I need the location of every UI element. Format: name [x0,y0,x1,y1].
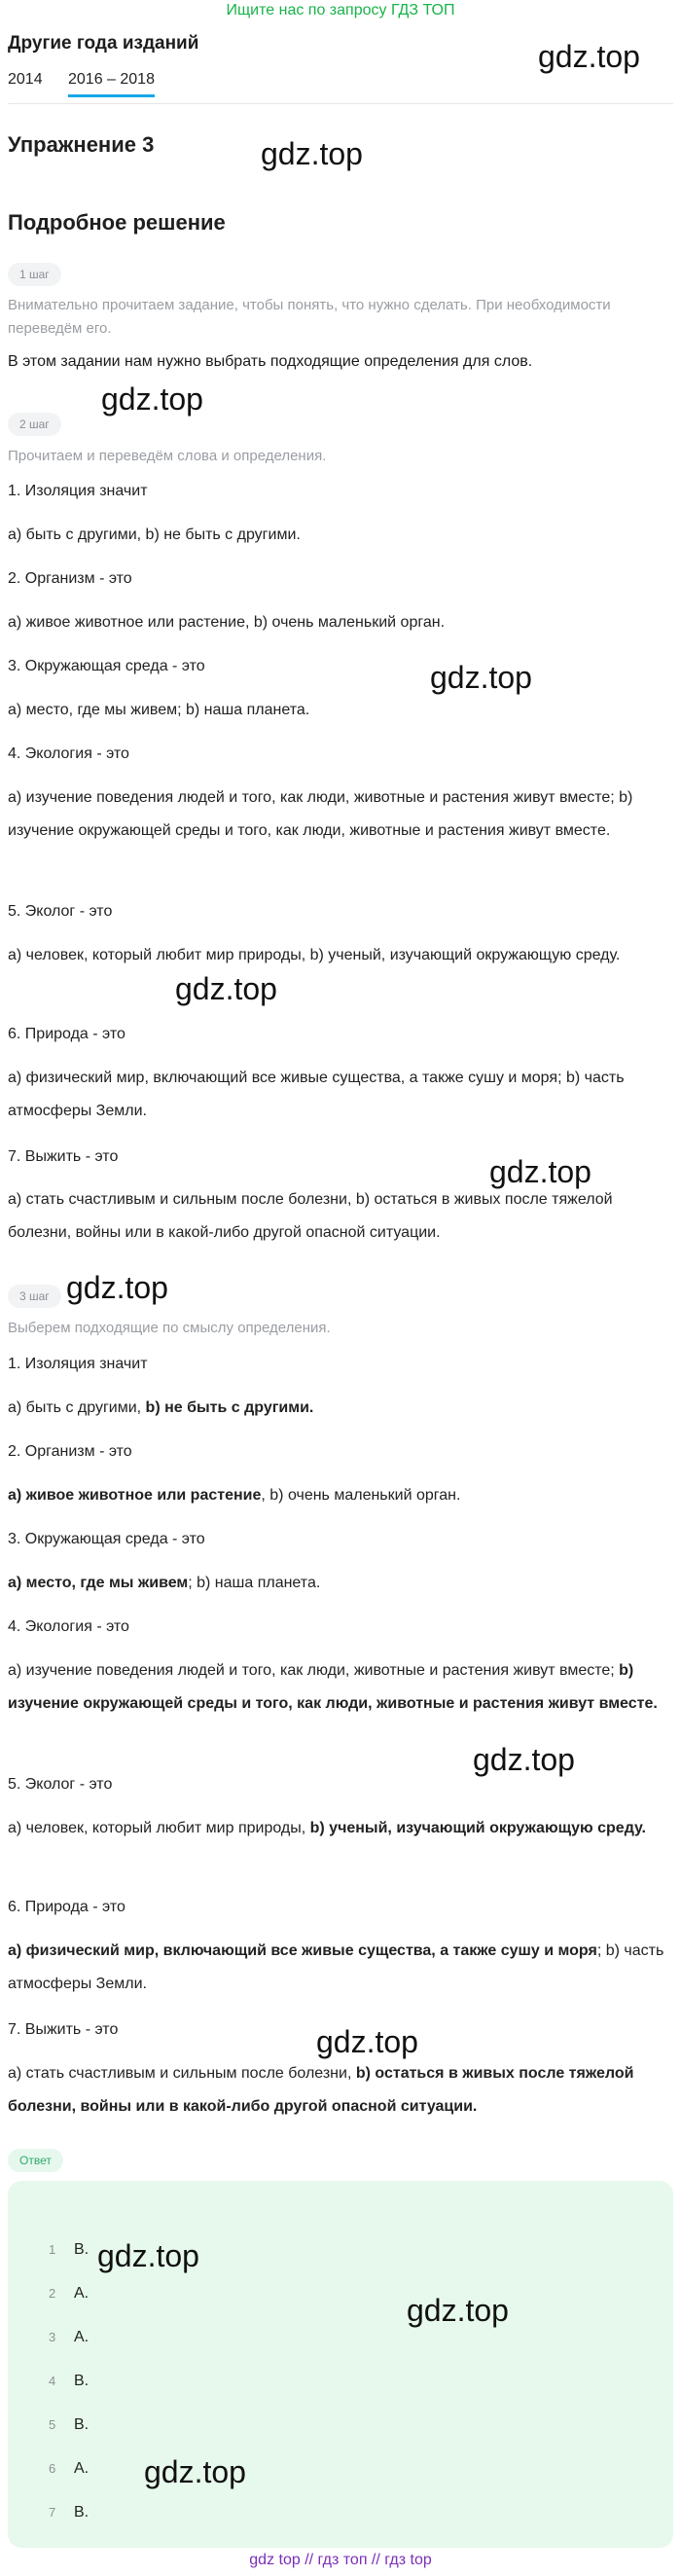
definition-5: a) человек, который любит мир природы, b) ученый, изучающий окружающую среду. [8,947,621,963]
answer-row: 1 B. [49,2241,90,2258]
answer-row: 2 A. [49,2285,90,2302]
definition-7: a) стать счастливым и сильным после болезни, b) остаться в живых после тяжелой болезни, войны или в какой-либо другой опасной ситуации. [8,1191,613,1241]
watermark: gdz.top [489,1154,591,1189]
step-1-task-text: В этом задании нам нужно выбрать подходящие определения для слов. [8,353,533,370]
answer-row: 3 A. [49,2329,90,2345]
watermark: gdz.top [538,39,640,74]
term-2: 2. Организм - это [8,570,132,587]
solution-title: Подробное решение [8,210,226,235]
term-4: 4. Экология - это [8,745,129,762]
watermark: gdz.top [430,660,532,695]
step-3-badge: 3 шаг [8,1285,61,1308]
watermark: gdz.top [101,381,203,417]
exercise-title: Упражнение 3 [8,132,155,157]
step-3-text: Выберем подходящие по смыслу определения. [8,1320,331,1336]
definition-3: a) место, где мы живем; b) наша планета. [8,702,310,718]
answer-definition-4: a) изучение поведения людей и того, как люди, животные и растения живут вместе; b) изучение окружающей среды и того, как люди, животные и растения живут вместе. [8,1662,658,1712]
answer-badge: Ответ [8,2149,63,2172]
edition-year-2014[interactable]: 2014 [8,71,43,88]
definition-2: a) живое животное или растение, b) очень маленький орган. [8,614,446,631]
answer-term-7: 7. Выжить - это [8,2021,119,2038]
step-1-text: Внимательно прочитаем задание, чтобы понять, что нужно сделать. При необходимости переведём его. [8,297,611,337]
answer-term-4: 4. Экология - это [8,1618,129,1635]
answer-definition-1: a) быть с другими, b) не быть с другими. [8,1399,314,1416]
footer-links[interactable]: gdz top // гдз топ // гдз top [249,2552,432,2568]
answer-definition-3: a) место, где мы живем; b) наша планета. [8,1575,321,1591]
answer-term-6: 6. Природа - это [8,1899,125,1915]
other-editions-title: Другие года изданий [8,33,199,54]
watermark: gdz.top [97,2238,199,2273]
answer-row: 4 B. [49,2373,90,2389]
step-2-text: Прочитаем и переведём слова и определения. [8,448,327,464]
answer-box [8,2181,673,2548]
answer-term-3: 3. Окружающая среда - это [8,1531,205,1547]
watermark: gdz.top [144,2454,246,2489]
term-7: 7. Выжить - это [8,1148,119,1165]
edition-year-2016-2018[interactable]: 2016 – 2018 [68,71,155,97]
answer-term-1: 1. Изоляция значит [8,1356,148,1372]
answer-row: 7 B. [49,2504,90,2521]
answer-row: 6 A. [49,2460,90,2477]
definition-6: a) физический мир, включающий все живые существа, а также сушу и моря; b) часть атмосферы Земли. [8,1070,625,1119]
term-5: 5. Эколог - это [8,903,113,920]
definition-4: a) изучение поведения людей и того, как люди, животные и растения живут вместе; b) изучение окружающей среды и того, как люди, животные и растения живут вместе. [8,789,633,839]
divider [8,103,673,104]
step-1-badge: 1 шаг [8,263,61,286]
definition-1: a) быть с другими, b) не быть с другими. [8,526,301,543]
watermark: gdz.top [316,2024,418,2059]
answer-term-2: 2. Организм - это [8,1443,132,1460]
step-2-badge: 2 шаг [8,413,61,436]
answer-definition-7: a) стать счастливым и сильным после болезни, b) остаться в живых после тяжелой болезни, войны или в какой-либо другой опасной ситуации. [8,2065,634,2115]
watermark: gdz.top [261,136,363,171]
term-3: 3. Окружающая среда - это [8,658,205,674]
answer-row: 5 B. [49,2416,90,2433]
watermark: gdz.top [407,2293,509,2328]
search-promo-banner: Ищите нас по запросу ГДЗ ТОП [226,2,455,18]
answer-definition-5: a) человек, который любит мир природы, b) ученый, изучающий окружающую среду. [8,1820,646,1836]
watermark: gdz.top [66,1270,168,1305]
answer-definition-6: a) физический мир, включающий все живые существа, а также сушу и моря; b) часть атмосферы Земли. [8,1942,664,1992]
answer-definition-2: a) живое животное или растение, b) очень маленький орган. [8,1487,461,1504]
watermark: gdz.top [473,1742,575,1777]
watermark: gdz.top [175,971,277,1006]
term-1: 1. Изоляция значит [8,483,148,499]
term-6: 6. Природа - это [8,1026,125,1042]
answer-term-5: 5. Эколог - это [8,1776,113,1793]
